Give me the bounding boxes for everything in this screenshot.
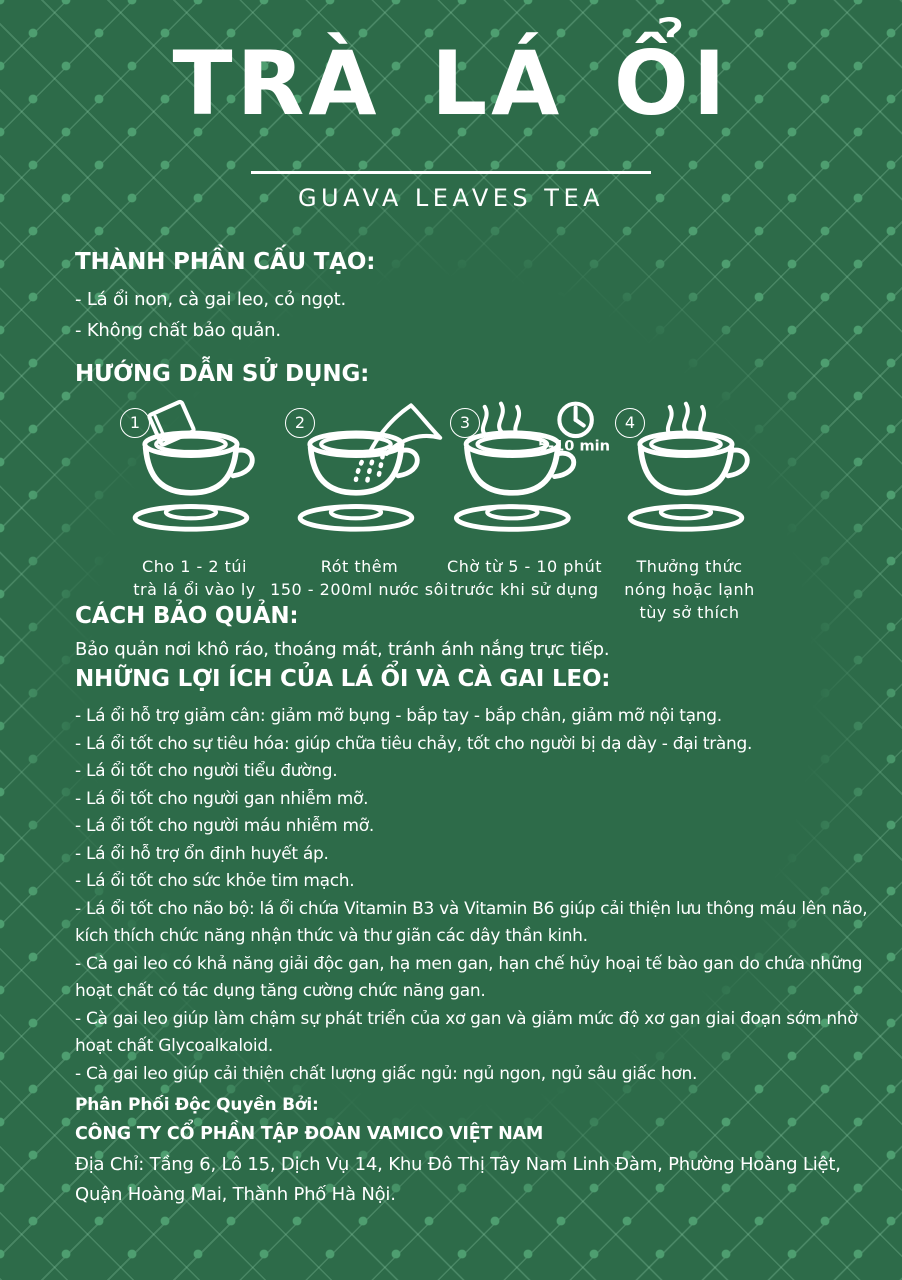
title-divider	[251, 171, 651, 174]
benefit-item: - Lá ổi tốt cho người máu nhiễm mỡ.	[75, 816, 375, 836]
ingredient-item: - Không chất bảo quản.	[75, 320, 281, 341]
usage-steps	[112, 398, 790, 624]
product-subtitle: GUAVA LEAVES TEA	[297, 184, 605, 212]
benefit-item: - Lá ổi tốt cho sức khỏe tim mạch.	[75, 871, 355, 891]
benefit-item: - Lá ổi hỗ trợ ổn định huyết áp.	[75, 843, 329, 864]
step-number-badge: 1	[120, 408, 150, 438]
benefits-section	[75, 664, 881, 1088]
benefit-item: - Cà gai leo có khả năng giải độc gan, hạ men gan, hạn chế hủy hoại tế bào gan do chứa những hoạt chất có tác dụng tăng cường chức năng gan.	[75, 953, 863, 1001]
benefit-item: - Lá ổi tốt cho người gan nhiễm mỡ.	[75, 788, 369, 809]
benefit-item: - Cà gai leo giúp làm chậm sự phát triển của xơ gan và giảm mức độ xơ gan giai đoạn sớm nhờ hoạt chất Glycoalkaloid.	[75, 1008, 858, 1056]
usage-section	[75, 358, 881, 390]
step-caption: Rót thêm	[320, 557, 399, 576]
distributor-label: Phân Phối Độc Quyền Bởi:	[75, 1095, 319, 1115]
product-title: TRÀ LÁ ỔI	[172, 32, 730, 135]
storage-heading: CÁCH BẢO QUẢN:	[75, 603, 299, 629]
benefit-item: - Lá ổi tốt cho sự tiêu hóa: giúp chữa tiêu chảy, tốt cho người bị dạ dày - đại tràng.	[75, 733, 753, 754]
benefit-item: - Cà gai leo giúp cải thiện chất lượng giấc ngủ: ngủ ngon, ngủ sâu giấc hơn.	[75, 1063, 698, 1084]
step-number-badge: 2	[285, 408, 315, 438]
address-text: Địa Chỉ: Tầng 6, Lô 15, Dịch Vụ 14, Khu Đô Thị Tây Nam Linh Đàm, Phường Hoàng Liệt, Quận Hoàng Mai, Thành Phố Hà Nội.	[75, 1154, 841, 1205]
distributor-section	[75, 1092, 881, 1210]
usage-step-2	[270, 398, 449, 624]
step-caption: Cho 1 - 2 túi	[142, 557, 247, 576]
ingredient-item: - Lá ổi non, cà gai leo, cỏ ngọt.	[75, 289, 347, 310]
benefit-item: - Lá ổi tốt cho não bộ: lá ổi chứa Vitamin B3 và Vitamin B6 giúp cải thiện lưu thông máu lên não, kích thích chức năng nhận thức và thư giãn các dây thần kinh.	[75, 898, 868, 946]
step-caption: nóng hoặc lạnh	[624, 580, 755, 599]
ingredients-heading: THÀNH PHẦN CẤU TẠO:	[75, 249, 376, 275]
step-caption: Chờ từ 5 - 10 phút	[447, 557, 602, 576]
step-caption: trà lá ổi vào ly	[133, 580, 256, 599]
usage-heading: HƯỚNG DẪN SỬ DỤNG:	[75, 361, 370, 387]
storage-text: Bảo quản nơi khô ráo, thoáng mát, tránh ánh nắng trực tiếp.	[75, 639, 610, 660]
benefit-item: - Lá ổi hỗ trợ giảm cân: giảm mỡ bụng - bắp tay - bắp chân, giảm mỡ nội tạng.	[75, 706, 722, 726]
step-caption: 150 - 200ml nước sôi	[270, 580, 449, 599]
usage-step-4	[607, 398, 772, 624]
benefit-item: - Lá ổi tốt cho người tiểu đường.	[75, 761, 338, 781]
step-number-badge: 4	[615, 408, 645, 438]
step-caption: trước khi sử dụng	[450, 580, 599, 599]
company-name: CÔNG TY CỔ PHẦN TẬP ĐOÀN VAMICO VIỆT NAM	[75, 1124, 544, 1144]
step-number-badge: 3	[450, 408, 480, 438]
step-caption: Thưởng thức	[636, 557, 743, 576]
timer-label: 5-10 min	[537, 437, 611, 455]
storage-section	[75, 600, 881, 665]
benefits-heading: NHỮNG LỢI ÍCH CỦA LÁ ỔI VÀ CÀ GAI LEO:	[75, 666, 611, 692]
ingredients-section	[75, 246, 881, 346]
step-caption: tùy sở thích	[639, 603, 740, 622]
usage-step-1	[112, 398, 277, 624]
usage-step-3	[442, 398, 611, 624]
